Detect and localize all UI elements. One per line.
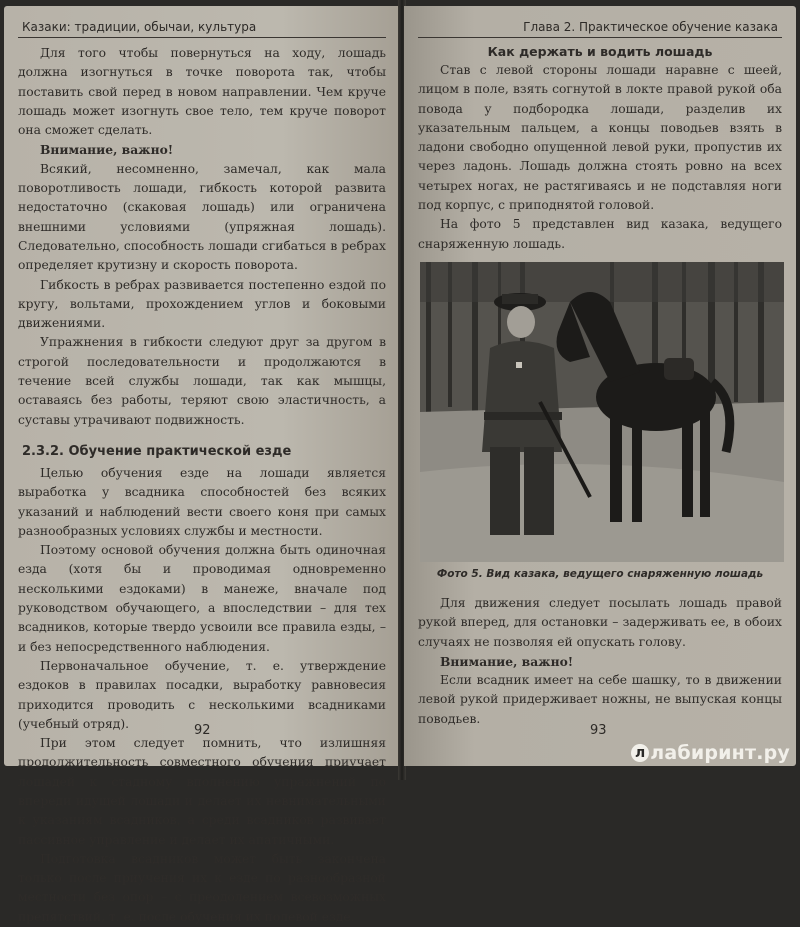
left-paragraph: Гибкость в ребрах развивается постепенно ездой по кругу, вольтами, прохождением углов и боковыми движениями. — [18, 277, 386, 331]
right-page-number: 93 — [590, 723, 607, 738]
left-page — [4, 6, 400, 924]
left-page-number: 92 — [194, 723, 211, 738]
left-paragraph: Целью обучения езде на лошади является выработка у всадника способностей без всяких указаний и наблюдений вести своего коня при самых разнообразных условиях службы и местности. — [18, 465, 386, 538]
left-paragraph: Упражнения в гибкости следуют друг за другом в строгой последовательности и продолжаются в течение всей службы лошади, так как мышцы, оставаясь без работы, теряют свою эластичность, а суставы утрачивают подвижность. — [18, 335, 386, 427]
photo-caption: Фото 5. Вид казака, ведущего снаряженную лошадь — [436, 567, 764, 580]
right-paragraph: Став с левой стороны лошади наравне с шеей, лицом в поле, взять согнутой в локте правой рукой оба повода у подбородка лошади, разделив их указательным пальцем, а концы поводьев взять в ладони свободно опущенной левой руки, пропустив их через ладонь. Лошадь должна стоять ровно на всех четырех ногах, не растягиваясь и не подставляя ноги под корпус, с приподнятой головой. — [418, 63, 782, 213]
attention-label: Внимание, важно! — [40, 142, 174, 158]
left-running-head: Казаки: традиции, обычаи, культура — [18, 6, 386, 38]
right-paragraph: На фото 5 представлен вид казака, ведущего снаряженную лошадь. — [418, 217, 782, 251]
watermark-text: лабиринт.ру — [650, 742, 790, 764]
left-paragraph: Для того чтобы повернуться на ходу, лошадь должна изогнуться в точке поворота так, чтобы поставить свой перед в новом направлении. Чем круче лошадь может изогнуть свое тело, тем круче поворот она сможет сделать. — [18, 46, 386, 138]
left-paragraph: Первоначальное обучение, т. е. утверждение ездоков в правилах посадки, выработку равновесия приходится проводить с несколькими всадниками (учебный отряд). — [18, 658, 386, 731]
section-heading: 2.3.2. Обучение практической езде — [22, 443, 292, 459]
right-running-head: Глава 2. Практическое обучение казака — [418, 6, 782, 38]
labirint-watermark — [631, 742, 790, 764]
left-paragraph: Подготовка всадников может быть закончена только после приучения их к езде по разнообразной местности без опор – с преодолением всевозможных препятствий, т. е. после обучения их полевой езде. — [18, 851, 386, 924]
right-body-text-bottom — [418, 594, 782, 729]
right-paragraph: Для движения следует посылать лошадь правой рукой вперед, для остановки – задерживать ее, в обоих случаях не позволяя ей опускать голову. — [418, 595, 782, 649]
right-paragraph: Если всадник имеет на себе шашку, то в движении левой рукой придерживает ножны, не выпуская концы поводьев. — [418, 673, 782, 726]
left-paragraph: Всякий, несомненно, замечал, как мала поворотливость лошади, гибкость которой развита недостаточно (скаковая лошадь) или ограничена внешними условиями (упряжная лошадь). Следовательно, способность лошади сгибаться в ребрах определяет крутизну и скорость поворота. — [18, 161, 386, 273]
subsection-heading: Как держать и водить лошадь — [487, 44, 713, 59]
right-page — [404, 6, 796, 766]
left-paragraph: При этом следует помнить, что излишняя продолжительность совместного обучения приучает лошадей к стадному вполнению упражнений по впереди идущей лошади и делает их невнимательными к указаниям всадников, а среди всадников развивает пассивное управление и делает их апатичными. — [18, 736, 386, 847]
left-body-text — [18, 44, 386, 927]
photo-illustration — [420, 262, 784, 562]
cossack-with-horse-photo — [420, 262, 784, 562]
attention-label: Внимание, важно! — [440, 653, 574, 669]
right-body-text-top — [418, 61, 782, 254]
labirint-logo-icon: л — [631, 744, 649, 762]
left-paragraph: Поэтому основой обучения должна быть одиночная езда (хотя бы и проводимая одновременно несколькими ездоками) в манеже, вначале под руководством обучающего, а впоследствии – для тех всадников, которые твердо усвоили все правила езды, – и без непосредственного наблюдения. — [18, 543, 386, 654]
